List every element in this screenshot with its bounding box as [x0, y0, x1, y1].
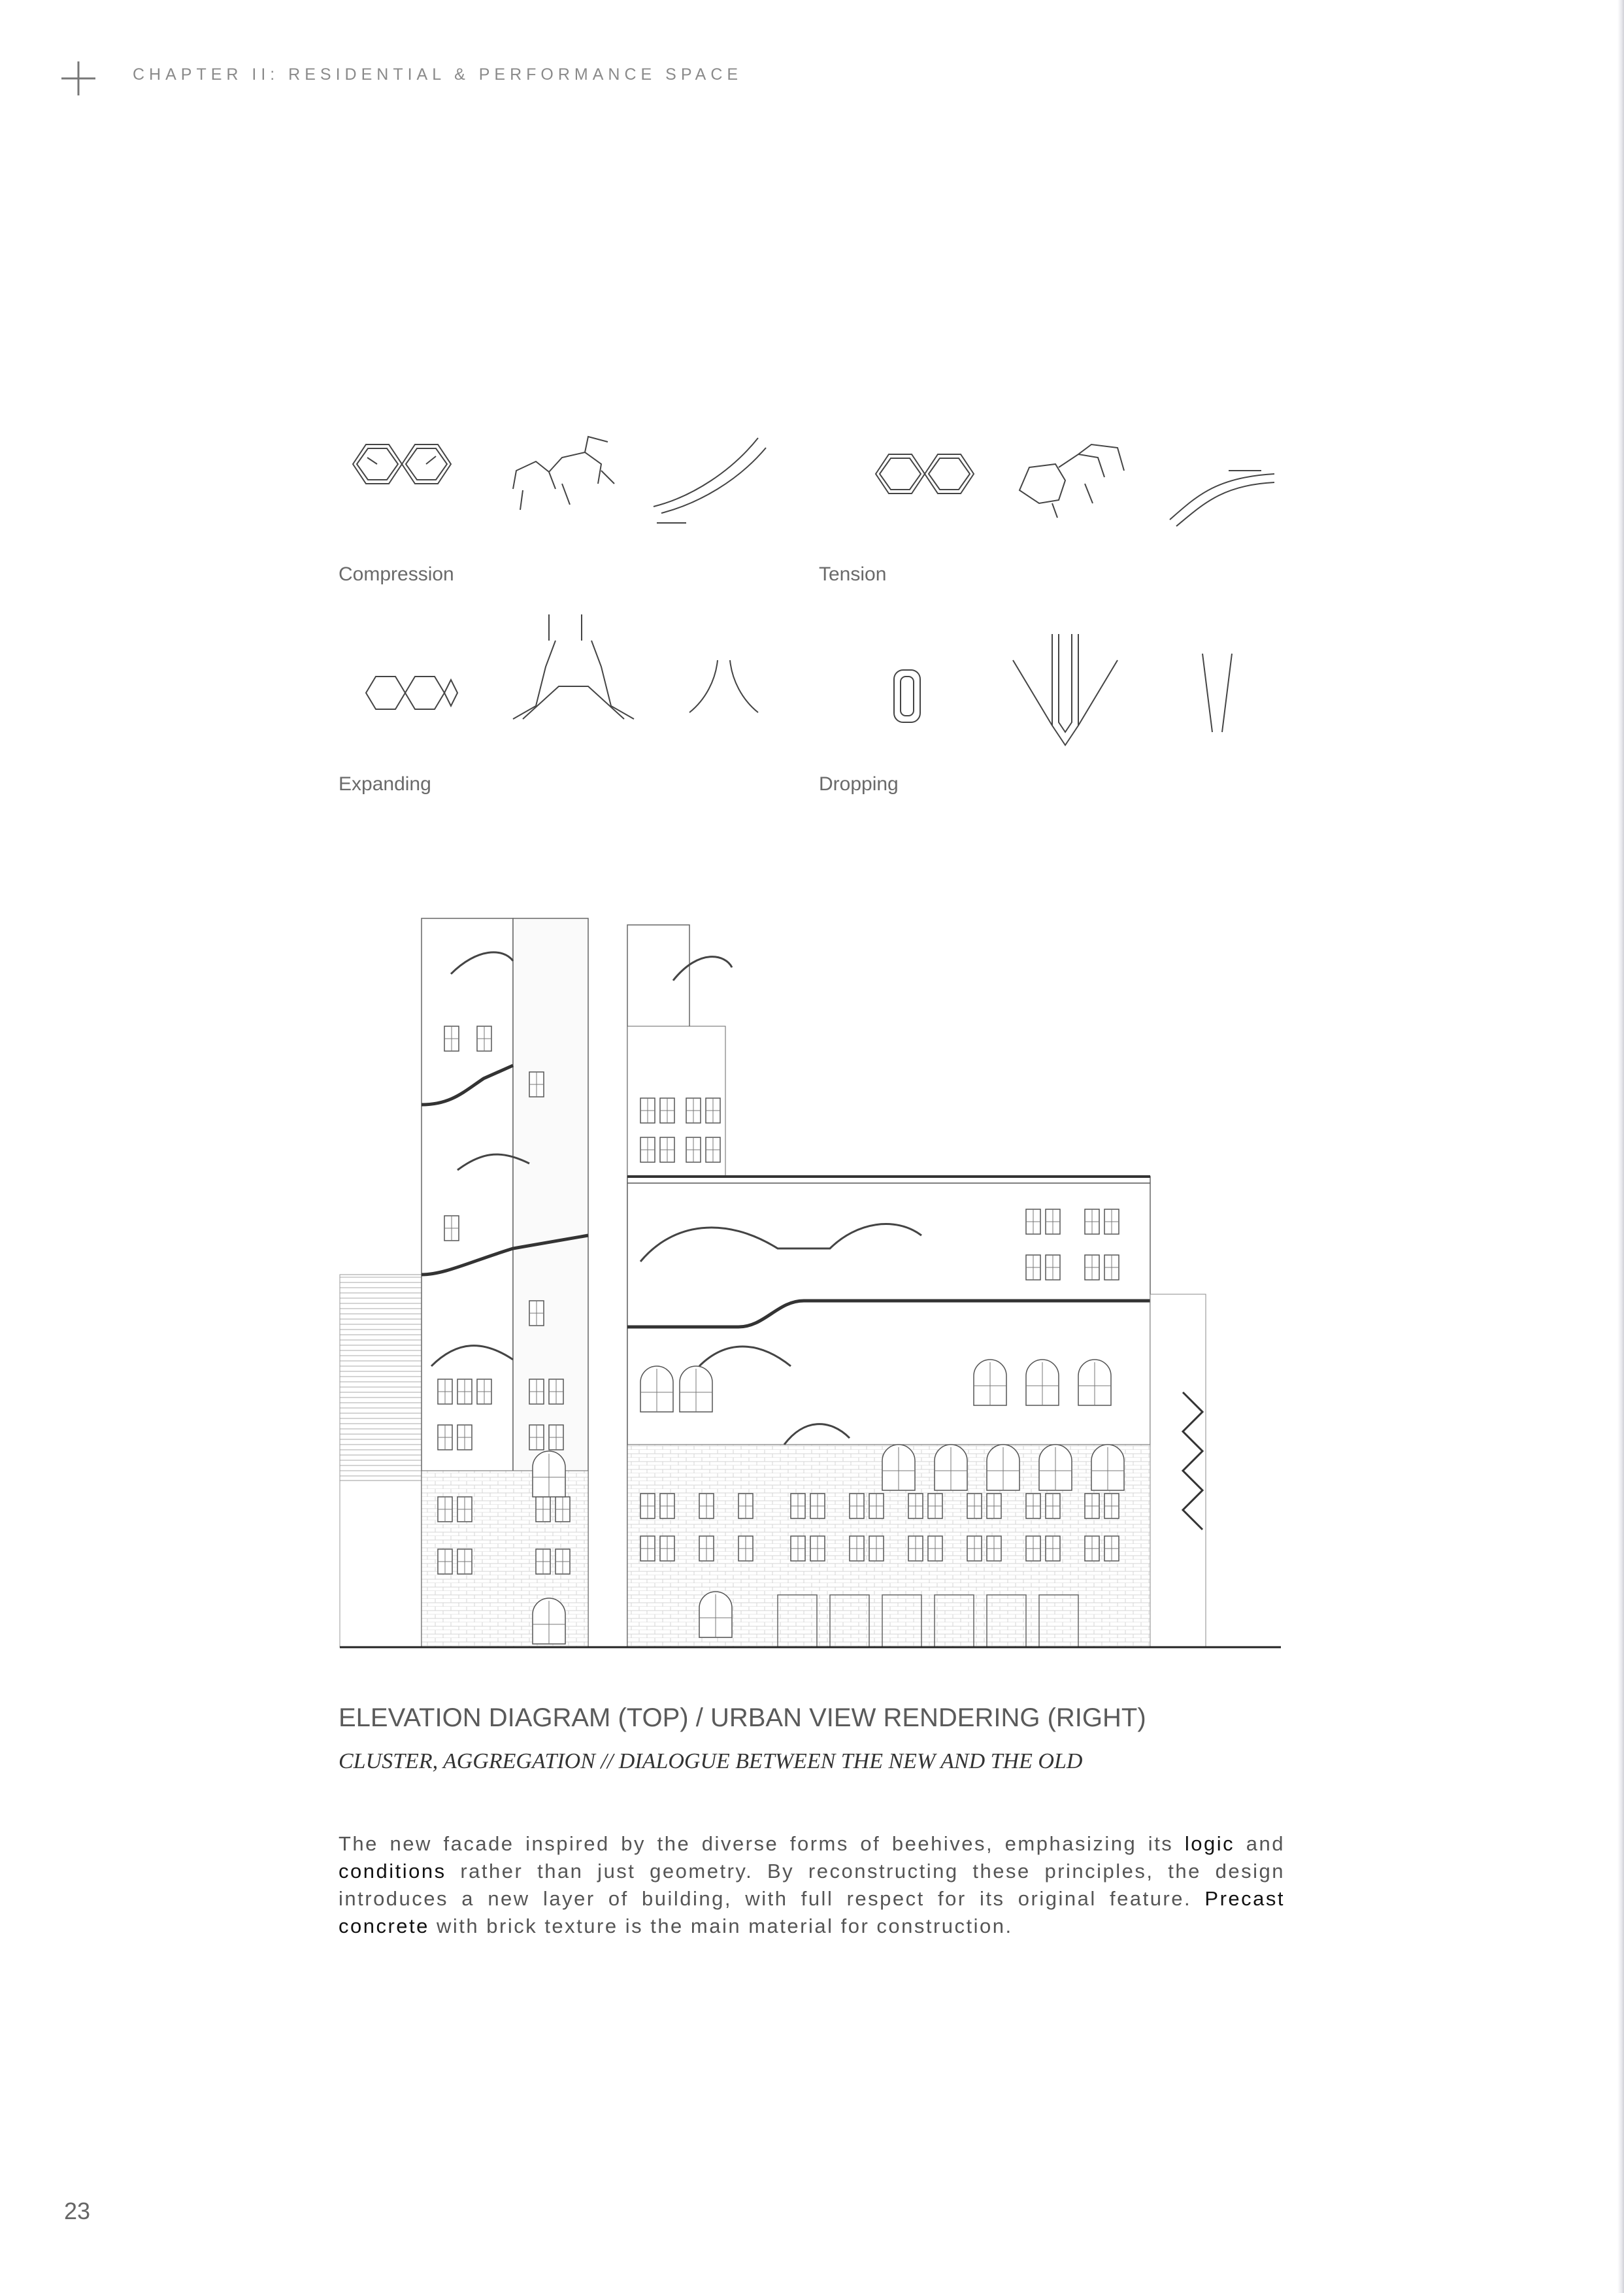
highlight-precast-concrete: Precast concrete: [339, 1887, 1285, 1937]
expanding-diagram: [366, 614, 758, 719]
page-edge: [1617, 0, 1624, 2293]
body-text-2: and: [1235, 1832, 1285, 1855]
compression-diagram: [353, 437, 766, 523]
elevation-drawing: [333, 909, 1287, 1660]
label-tension: Tension: [819, 563, 887, 585]
page-number: 23: [64, 2198, 91, 2224]
body-text-4: with brick texture is the main material for construction.: [429, 1915, 1013, 1937]
highlight-conditions: conditions: [339, 1860, 446, 1883]
label-expanding: Expanding: [339, 773, 431, 795]
highlight-logic: logic: [1184, 1832, 1235, 1855]
body-text-1: The new facade inspired by the diverse forms of beehives, emphasizing its: [339, 1832, 1185, 1855]
body-text-3: rather than just geometry. By reconstructing these principles, the design introduces a new layer of building, with full respect for its original feature.: [339, 1860, 1285, 1910]
pattern-diagrams: [327, 418, 1294, 758]
label-dropping: Dropping: [819, 773, 899, 795]
dropping-diagram: [894, 634, 1232, 745]
plus-icon: [60, 60, 97, 97]
tension-diagram: [876, 444, 1274, 526]
label-compression: Compression: [339, 563, 454, 585]
figure-caption-subtitle: CLUSTER, AGGREGATION // DIALOGUE BETWEEN THE NEW AND THE OLD: [339, 1749, 1083, 1773]
figure-caption-title: ELEVATION DIAGRAM (TOP) / URBAN VIEW RENDERING (RIGHT): [339, 1703, 1146, 1732]
chapter-title: CHAPTER II: RESIDENTIAL & PERFORMANCE SPACE: [133, 65, 743, 84]
body-paragraph: [339, 1830, 1285, 1940]
